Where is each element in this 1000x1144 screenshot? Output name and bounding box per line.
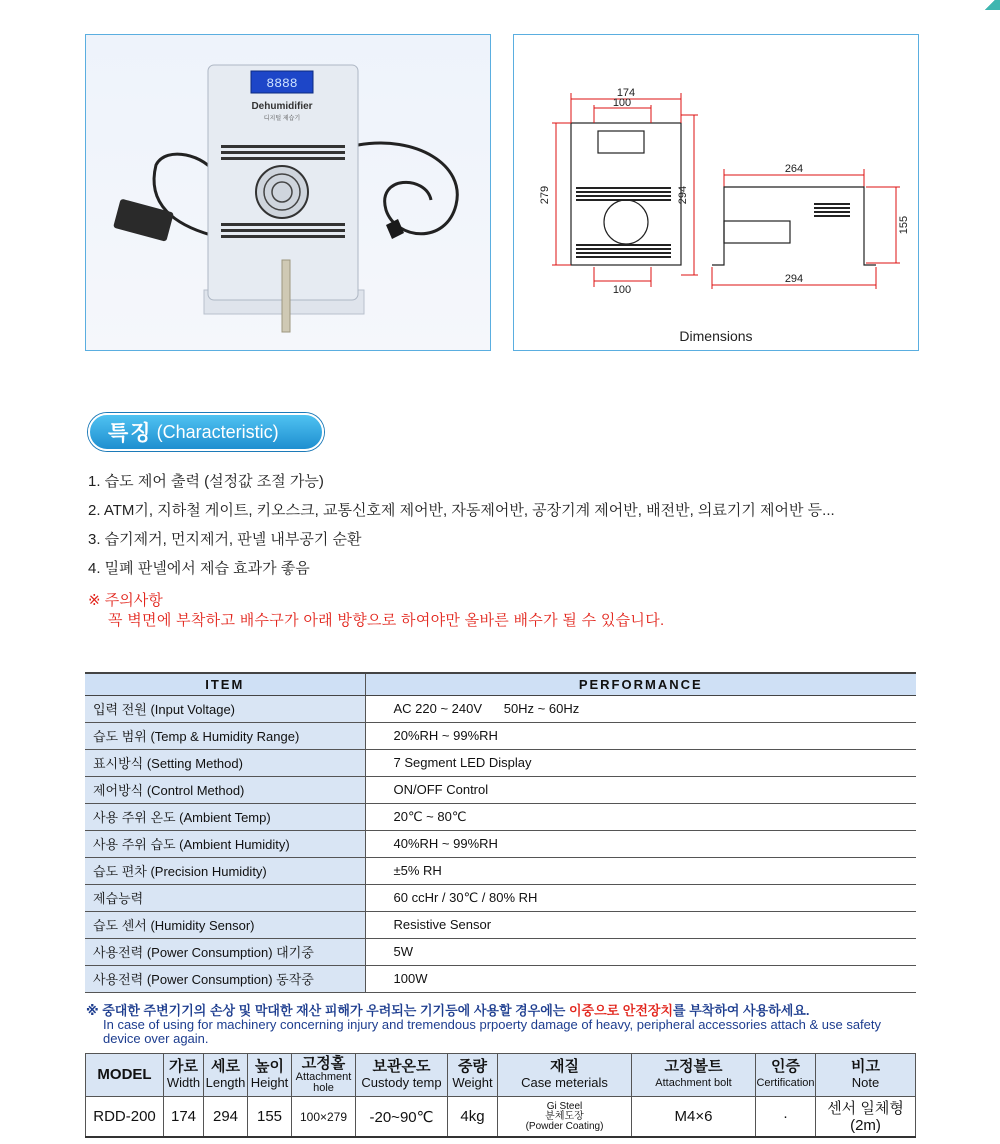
col-certification: 인증 Certification [756,1054,816,1097]
product-photo [85,34,491,351]
spec-item: 습도 편차 (Precision Humidity) [85,857,365,884]
spec-value: 40%RH ~ 99%RH [365,830,916,857]
model-header-row [86,1054,916,1097]
spec-item: 사용전력 (Power Consumption) 대기중 [85,938,365,965]
spec-value: 7 Segment LED Display [365,749,916,776]
feature-item: 4. 밀폐 판넬에서 제습 효과가 좋음 [88,560,310,577]
spec-value: 20%RH ~ 99%RH [365,722,916,749]
table-bottom-rule [85,1136,916,1138]
svg-text:174: 174 [616,87,636,99]
svg-text:Dehumidifier: Dehumidifier [251,101,313,112]
svg-text:100: 100 [612,284,632,296]
svg-text:294: 294 [677,185,689,205]
cell-hole: 100×279 [292,1097,356,1137]
caution-text: 꼭 벽면에 부착하고 배수구가 아래 방향으로 하여야만 올바른 배수가 될 수 있습니다. [108,612,665,629]
spec-item: 사용 주위 온도 (Ambient Temp) [85,803,365,830]
col-width: 가로 Width [164,1054,204,1097]
svg-text:294: 294 [784,273,804,285]
table-row [85,695,916,722]
spec-value: 100W [365,965,916,992]
table-row [85,965,916,992]
spec-table [85,672,916,993]
svg-text:155: 155 [898,215,910,235]
feature-item: 3. 습기제거, 먼지제거, 판넬 내부공기 순환 [88,531,362,548]
col-attachment-bolt: 고정볼트 Attachment bolt [632,1054,756,1097]
table-row [85,884,916,911]
cell-cert: · [756,1097,816,1137]
spec-value: 20℃ ~ 80℃ [365,803,916,830]
table-row [85,803,916,830]
spec-header-item: ITEM [85,673,365,695]
spec-value: 5W [365,938,916,965]
model-table [85,1053,916,1137]
table-row [85,938,916,965]
spec-item: 제어방식 (Control Method) [85,776,365,803]
spec-item: 습도 센서 (Humidity Sensor) [85,911,365,938]
col-note: 비고 Note [816,1054,916,1097]
cell-note: 센서 일체형 (2m) [816,1097,916,1137]
corner-accent [982,0,1000,10]
caution-title: ※ 주의사항 [88,592,163,609]
table-row [86,1097,916,1137]
spec-item: 습도 범위 (Temp & Humidity Range) [85,722,365,749]
table-row [85,830,916,857]
col-attachment-hole: 고정홀 Attachment hole [292,1054,356,1097]
cell-bolt: M4×6 [632,1097,756,1137]
characteristic-title-ko: 특징 [108,422,153,445]
spec-value: AC 220 ~ 240V 50Hz ~ 60Hz [365,695,916,722]
model-name: RDD-200 [86,1097,164,1137]
characteristic-title-en: (Characteristic) [156,421,279,442]
col-material: 재질 Case meterials [498,1054,632,1097]
dimension-diagram [514,35,918,325]
spec-value: Resistive Sensor [365,911,916,938]
dimensions-drawing [513,34,919,351]
col-length: 세로 Length [204,1054,248,1097]
spec-item: 사용전력 (Power Consumption) 동작중 [85,965,365,992]
cell-material: Gi Steel 분체도장 (Powder Coating) [498,1097,632,1137]
svg-text:100: 100 [612,97,632,109]
table-row [85,749,916,776]
spec-item: 입력 전원 (Input Voltage) [85,695,365,722]
cell-height: 155 [248,1097,292,1137]
dehumidifier-illustration [86,35,490,350]
characteristic-badge [88,413,324,451]
col-height: 높이 Height [248,1054,292,1097]
svg-text:8888: 8888 [266,76,298,91]
spec-header-performance: PERFORMANCE [365,673,916,695]
feature-item: 1. 습도 제어 출력 (설정값 조절 가능) [88,473,324,490]
spec-value: 60 ccHr / 30℃ / 80% RH [365,884,916,911]
table-row [85,776,916,803]
table-row [85,722,916,749]
spec-item: 표시방식 (Setting Method) [85,749,365,776]
col-weight: 중량 Weight [448,1054,498,1097]
warning-en: In case of using for machinery concerning injury and tremendous prpoerty damage of heavy, peripheral accessories attach & use safety device over again. [103,1017,882,1046]
cell-width: 174 [164,1097,204,1137]
sensor-probe [113,199,174,242]
cell-weight: 4kg [448,1097,498,1137]
table-row [85,857,916,884]
spec-value: ON/OFF Control [365,776,916,803]
dimensions-caption: Dimensions [679,328,753,344]
spec-value: ±5% RH [365,857,916,884]
svg-text:디지털 제습기: 디지털 제습기 [263,116,301,122]
cell-custody: -20~90℃ [356,1097,448,1137]
spec-item: 제습능력 [85,884,365,911]
table-row [85,911,916,938]
warning-highlight: 이중으로 안전장치 [568,1003,674,1018]
spec-item: 사용 주위 습도 (Ambient Humidity) [85,830,365,857]
svg-text:264: 264 [784,163,804,175]
feature-item: 2. ATM기, 지하철 게이트, 키오스크, 교통신호제 제어반, 자동제어반, 공장기계 제어반, 배전반, 의료기기 제어반 등... [88,502,835,519]
warning-ko: ※ 중대한 주변기기의 손상 및 막대한 재산 피해가 우려되는 기기등에 사용할 경우에는 이중으로 안전장치를 부착하여 사용하세요. [86,1003,810,1018]
cell-length: 294 [204,1097,248,1137]
col-custody-temp: 보관온도 Custody temp [356,1054,448,1097]
svg-text:279: 279 [539,185,551,205]
model-header: MODEL [86,1054,164,1097]
